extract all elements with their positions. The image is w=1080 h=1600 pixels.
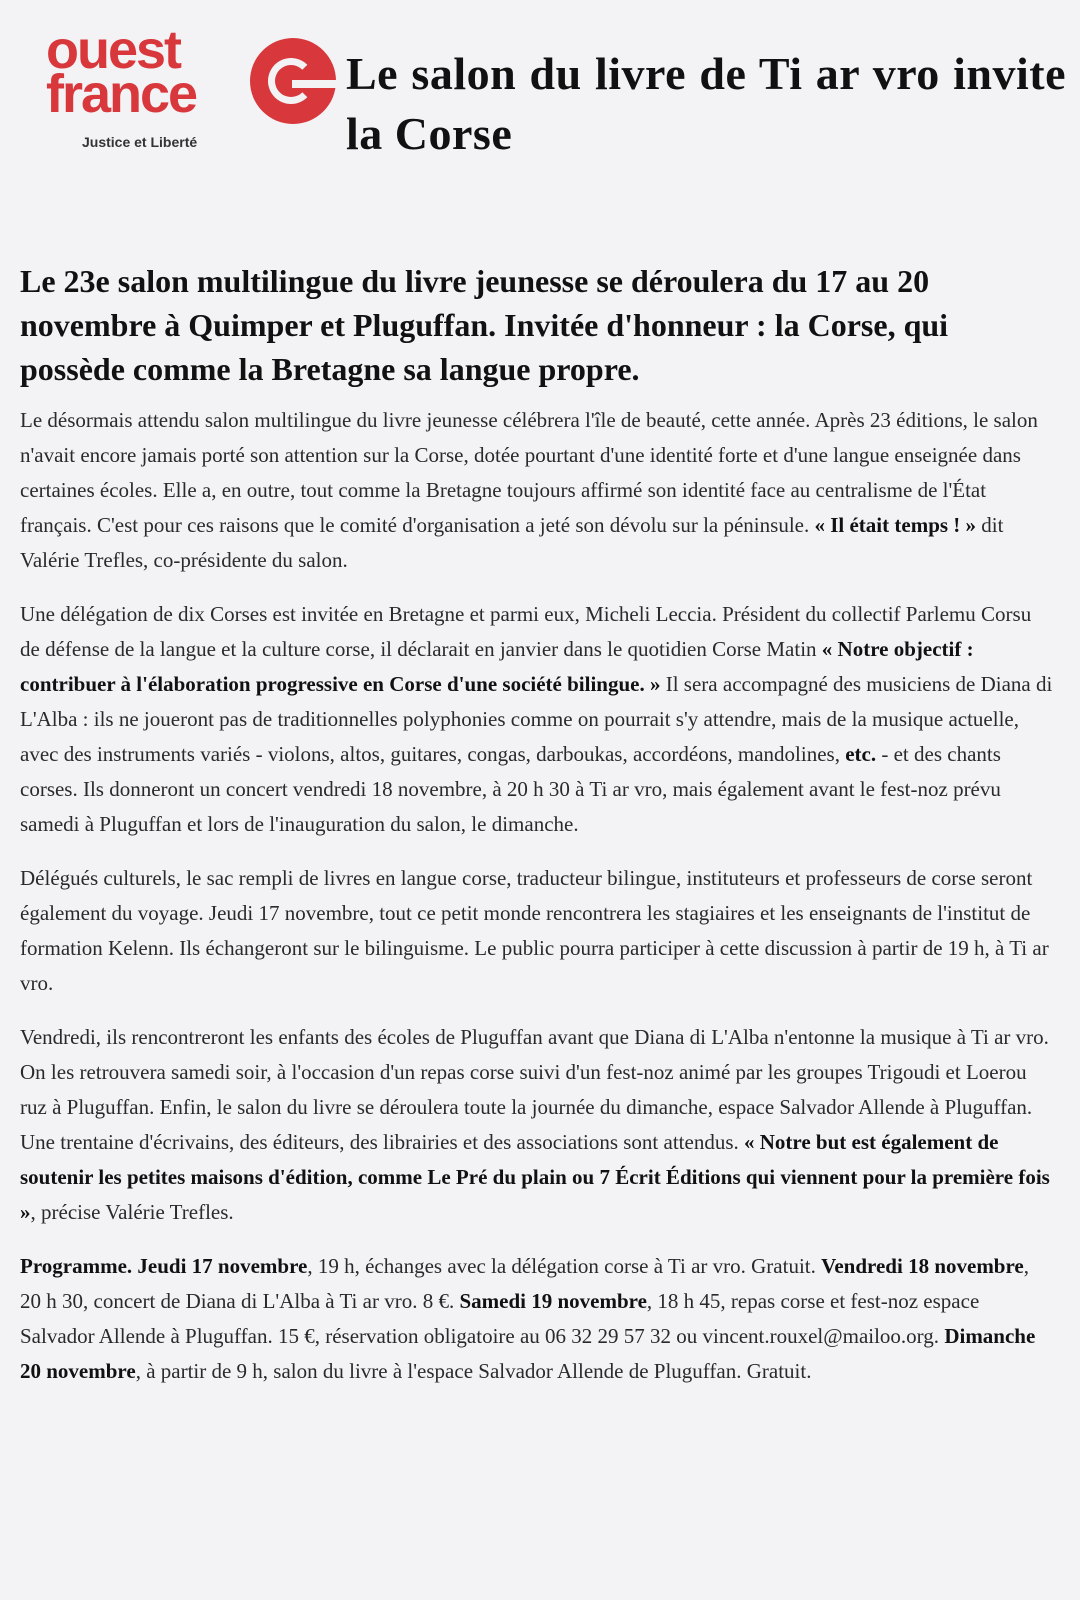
programme-paragraph: Programme. Jeudi 17 novembre, 19 h, échanges avec la délégation corse à Ti ar vro. Gratuit. Vendredi 18 novembre, 20 h 30, concert de Diana di L'Alba à Ti ar vro. 8 €. Samedi 19 novembre, 18 h 45, repas corse et fest-noz espace Salvador Allende à Pluguffan. 15 €, réservation obligatoire au 06 32 29 57 32 ou vincent.rouxel@mailoo.org. Dimanche 20 novembre, à partir de 9 h, salon du livre à l'espace Salvador Allende de Pluguffan. Gratuit. <box>20 1254 1036 1383</box>
programme-date-3: Samedi 19 novembre <box>459 1289 647 1313</box>
article-lead: Le 23e salon multilingue du livre jeunesse se déroulera du 17 au 20 novembre à Quimper et Pluguffan. Invitée d'honneur : la Corse, qui possède comme la Bretagne sa langue propre. <box>20 263 949 387</box>
quote-editions: « Notre but est également de soutenir les petites maisons d'édition, comme Le Pré du plain ou 7 Écrit Éditions qui viennent pour la première fois » <box>20 1130 1050 1224</box>
article-body <box>20 403 1054 1389</box>
paragraph-3: Délégués culturels, le sac rempli de livres en langue corse, traducteur bilingue, instituteurs et professeurs de corse seront également du voyage. Jeudi 17 novembre, tout ce petit monde rencontrera les stagiaires et les enseignants de l'institut de formation Kelenn. Ils échangeront sur le bilinguisme. Le public pourra participer à cette discussion à partir de 19 h, à Ti ar vro. <box>20 866 1049 995</box>
ouest-france-logo <box>46 20 346 158</box>
logo-line-1: ouest <box>46 20 181 80</box>
logo-wordmark <box>46 20 197 124</box>
programme-date-1: Jeudi 17 novembre <box>137 1254 308 1278</box>
masthead <box>20 0 1066 215</box>
logo-tagline: Justice et Liberté <box>82 134 198 150</box>
quote-leccia: « Notre objectif : contribuer à l'élaboration progressive en Corse d'une société bilingue. » <box>20 637 974 696</box>
quote-trefles: « Il était temps ! » <box>814 513 977 537</box>
paragraph-2: Une délégation de dix Corses est invitée en Bretagne et parmi eux, Micheli Leccia. Président du collectif Parlemu Corsu de défense de la langue et la culture corse, il déclarait en janvier dans le quotidien Corse Matin « Notre objectif : contribuer à l'élaboration progressive en Corse d'une société bilingue. » Il sera accompagné des musiciens de Diana di L'Alba : ils ne joueront pas de traditionnelles polyphonies comme on pourrait s'y attendre, mais de la musique actuelle, avec des instruments variés - violons, altos, guitares, congas, darboukas, accordéons, mandolines, etc. - et des chants corses. Ils donneront un concert vendredi 18 novembre, à 20 h 30 à Ti ar vro, mais également avant le fest-noz prévu samedi à Pluguffan et lors de l'inauguration du salon, le dimanche. <box>20 602 1053 836</box>
logo-emblem-icon <box>250 38 336 124</box>
programme-label: Programme. <box>20 1254 133 1278</box>
logo-line-2: france <box>46 64 197 124</box>
programme-date-4: Dimanche 20 novembre <box>20 1324 1036 1383</box>
paragraph-1: Le désormais attendu salon multilingue du livre jeunesse célébrera l'île de beauté, cette année. Après 23 éditions, le salon n'avait encore jamais porté son attention sur la Corse, dotée pourtant d'une identité forte et d'une langue enseignée dans certaines écoles. Elle a, en outre, tout comme la Bretagne toujours affirmé son identité face au centralisme de l'État français. C'est pour ces raisons que le comité d'organisation a jeté son dévolu sur la péninsule. « Il était temps ! » dit Valérie Trefles, co-présidente du salon. <box>20 408 1038 572</box>
article-title: Le salon du livre de Ti ar vro invite la Corse <box>346 48 1066 159</box>
programme-date-2: Vendredi 18 novembre <box>821 1254 1024 1278</box>
paragraph-4: Vendredi, ils rencontreront les enfants des écoles de Pluguffan avant que Diana di L'Alba n'entonne la musique à Ti ar vro. On les retrouvera samedi soir, à l'occasion d'un repas corse suivi d'un fest-noz animé par les groupes Trigoudi et Loerou ruz à Pluguffan. Enfin, le salon du livre se déroulera toute la journée du dimanche, espace Salvador Allende à Pluguffan. Une trentaine d'écrivains, des éditeurs, des librairies et des associations sont attendus. « Notre but est également de soutenir les petites maisons d'édition, comme Le Pré du plain ou 7 Écrit Éditions qui viennent pour la première fois », précise Valérie Trefles. <box>20 1025 1050 1224</box>
